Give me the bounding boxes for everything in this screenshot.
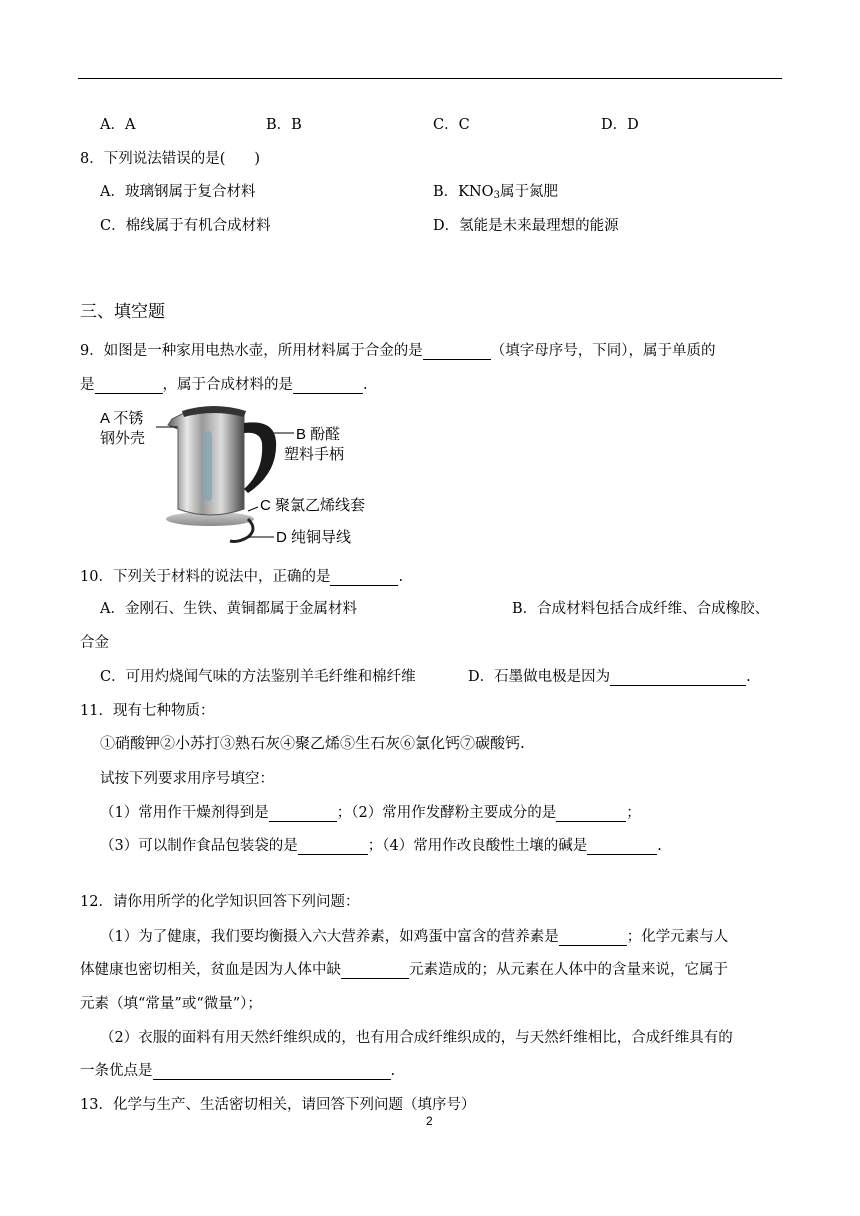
q9-line2: 是 ，属于合成材料的是 . [80, 377, 368, 393]
kettle-label-a1: A 不锈 [100, 410, 144, 427]
q8-option-a: A．玻璃钢属于复合材料 [100, 184, 256, 200]
q12-p1-line1: （1）为了健康，我们要均衡摄入六大营养素，如鸡蛋中富含的营养素是 ；化学元素与人 [100, 929, 729, 945]
q11-line1: （1）常用作干燥剂得到是 ；（2）常用作发酵粉主要成分的是 ； [100, 805, 641, 821]
answer-blank [95, 379, 163, 395]
section-title: 三、填空题 [80, 302, 165, 322]
q7-option-a: A．A [100, 117, 136, 133]
q7-option-d: D．D [601, 117, 639, 133]
q12-p1-line2: 体健康也密切相关，贫血是因为人体中缺 元素造成的；从元素在人体中的含量来说，它属于 [80, 962, 728, 978]
q11-line2: （3）可以制作食品包装袋的是 ；（4）常用作改良酸性土壤的碱是 . [100, 838, 662, 854]
q10-option-a: A．金刚石、生铁、黄铜都属于金属材料 [100, 601, 357, 617]
kettle-handle [244, 422, 276, 493]
header-rule [78, 78, 782, 79]
q10-option-b-cont: 合金 [80, 635, 109, 651]
answer-blank [423, 345, 491, 361]
q7-option-c: C．C [433, 117, 470, 133]
answer-blank [298, 840, 368, 856]
water-window [204, 431, 212, 501]
q8-option-d: D．氢能是未来最理想的能源 [433, 218, 619, 234]
q8-option-c: C．棉线属于有机合成材料 [100, 218, 271, 234]
q8-option-b: B．$KNO_3$属于氮肥 [433, 184, 558, 201]
q8-stem: 8．下列说法错误的是( ) [80, 151, 261, 167]
q12-stem: 12．请你用所学的化学知识回答下列问题： [80, 894, 360, 910]
kettle-label-a2: 钢外壳 [100, 430, 146, 447]
kettle-label-d: D 纯铜导线 [276, 529, 352, 546]
q11-substances: ①硝酸钾②小苏打③熟石灰④聚乙烯⑤生石灰⑥氯化钙⑦碳酸钙. [100, 734, 525, 752]
answer-blank [587, 840, 657, 856]
answer-blank [556, 807, 626, 823]
q12-p2-line1: （2）衣服的面料有用天然纤维织成的，也有用合成纤维织成的，与天然纤维相比，合成纤维具有的 [100, 1030, 733, 1046]
q10-option-b: B．合成材料包括合成纤维、合成橡胶、 [512, 601, 770, 617]
kettle-label-c: C 聚氯乙烯线套 [260, 497, 366, 514]
answer-blank [293, 379, 363, 395]
q12-p2-line2: 一条优点是 . [80, 1063, 396, 1079]
answer-blank [610, 671, 746, 687]
page-number: 2 [426, 1114, 433, 1128]
kettle-label-b2: 塑料手柄 [284, 446, 345, 463]
q10-option-d: D．石墨做电极是因为 . [468, 669, 751, 685]
answer-blank [153, 1065, 391, 1081]
q10-stem: 10．下列关于材料的说法中，正确的是 . [80, 569, 404, 585]
kettle-figure [98, 401, 382, 549]
q12-p1-line3: 元素（填“常量”或“微量”）； [80, 996, 262, 1012]
answer-blank [330, 571, 398, 587]
q10-option-c: C．可用灼烧闻气味的方法鉴别羊毛纤维和棉纤维 [100, 669, 416, 685]
q13-stem: 13．化学与生产、生活密切相关，请回答下列问题（填序号） [80, 1097, 476, 1113]
answer-blank [559, 931, 627, 947]
answer-blank [341, 964, 409, 980]
answer-blank [269, 807, 337, 823]
q11-stem: 11．现有七种物质： [80, 703, 215, 719]
kettle-label-b1: B 酚醛 [296, 426, 341, 443]
q7-option-b: B．B [266, 117, 302, 133]
q11-instruction: 试按下列要求用序号填空： [100, 771, 274, 787]
q9-line1: 9．如图是一种家用电热水壶，所用材料属于合金的是 （填字母序号，下同），属于单质的 [80, 343, 716, 359]
